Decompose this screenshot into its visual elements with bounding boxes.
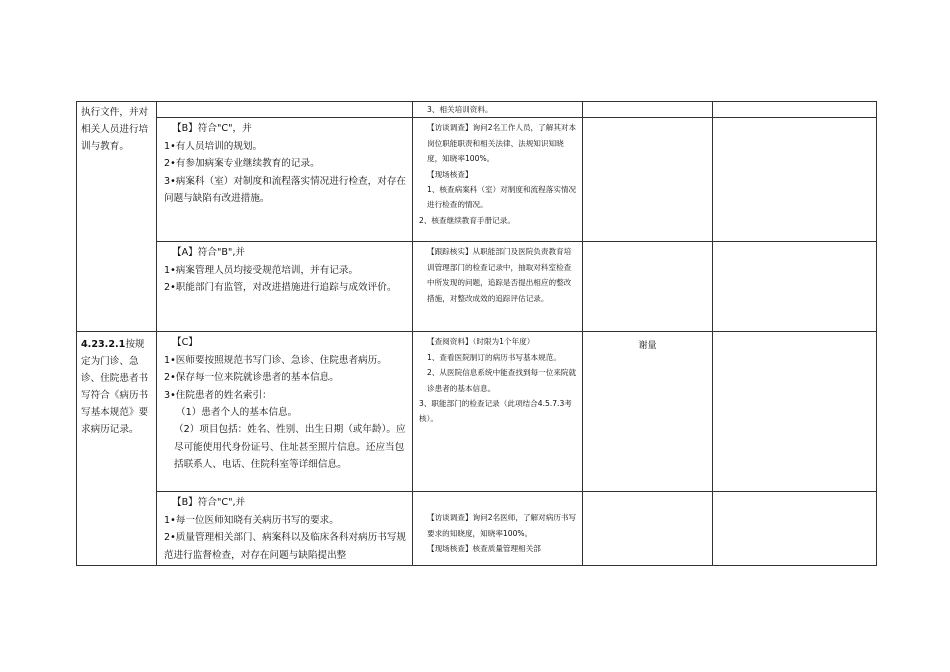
method-line: 1、核查病案科（室）对制度和流程落实情况进行检查的情况。	[427, 185, 577, 210]
standard-grade: 【A】符合"B",并	[172, 247, 245, 259]
method-cell	[413, 242, 583, 332]
standard-grade: 【C】	[172, 337, 198, 349]
method-line: 【访谈调查】询问2名医师，了解对病历书写要求的知晓度，知晓率100%。	[427, 513, 577, 538]
score-cell	[713, 242, 877, 332]
method-line: 【查阅资料】（时限为1个年度）	[427, 337, 535, 347]
method-cell	[413, 492, 583, 566]
standard-line: 1•病案管理人员均接受规范培训，并有记录。	[164, 264, 359, 276]
standard-line: （1）患者个人的基本信息。	[176, 407, 298, 419]
standard-line: 2•职能部门有监管，对改进措施进行追踪与成效评价。	[164, 282, 397, 294]
table-row	[77, 492, 877, 566]
score-cell	[713, 118, 877, 242]
dept-cell	[583, 118, 713, 242]
standard-line: 1•有人员培训的规划。	[164, 140, 263, 152]
table-row	[77, 242, 877, 332]
standard-line: 1•每一位医师知晓有关病历书写的要求。	[164, 514, 339, 526]
method-line: 2、从医院信息系统中能查找到每一位来院就诊患者的基本信息。	[427, 368, 577, 393]
standard-line: 2•保存每一位来院就诊患者的基本信息。	[164, 372, 339, 384]
assessment-table-sheet	[76, 101, 876, 566]
dept-cell	[583, 102, 713, 118]
method-line: 2、核查继续教育手册记录。	[419, 215, 515, 225]
score-cell	[713, 102, 877, 118]
table-row	[77, 118, 877, 242]
standard-cell	[157, 332, 413, 492]
method-line: 【现场核查】	[427, 169, 473, 179]
dept-name: 谢量	[638, 341, 657, 352]
dept-cell	[583, 332, 713, 492]
score-cell	[713, 332, 877, 492]
standard-line: 3•住院患者的姓名索引：	[164, 389, 272, 401]
item-cell	[77, 102, 157, 332]
method-line: 【现场核查】核查质量管理相关部	[427, 544, 541, 554]
score-cell	[713, 492, 877, 566]
method-cell	[413, 332, 583, 492]
method-line: 3、相关培训资料。	[427, 105, 493, 114]
standard-cell	[157, 242, 413, 332]
standard-line: 3•病案科（室）对制度和流程落实情况进行检查，对存在问题与缺陷有改进措施。	[164, 175, 407, 205]
standard-cell	[157, 492, 413, 566]
method-cell	[413, 118, 583, 242]
method-line: 【访谈调查】询问2名工作人员，了解其对本岗位职能职责和相关法律、法规知识知晓度，知晓率100%。	[427, 123, 577, 164]
method-cell	[413, 102, 583, 118]
standard-line: 2•质量管理相关部门、病案科以及临床各科对病历书写规范进行监督检查，对存在问题与缺陷提出整	[164, 532, 407, 561]
standard-grade: 【B】符合"C",并	[172, 497, 246, 509]
standard-grade: 【B】符合"C"，并	[172, 123, 252, 135]
dept-cell	[583, 492, 713, 566]
item-text: 按规定为门诊、急诊、住院患者书写符合《病历书写基本规范》要求病历记录。	[81, 339, 149, 436]
method-line: 【跟踪核实】从职能部门及医院负责教育培训管理部门的检查记录中，抽取对科室检查中所发现的问题，追踪是否提出相应的整改措施，对整改成效的追踪评估记录。	[427, 247, 572, 303]
table-row	[77, 102, 877, 118]
standard-line: 2•有参加病案专业继续教育的记录。	[164, 158, 320, 170]
standard-cell	[157, 102, 413, 118]
item-cell	[77, 332, 157, 566]
item-text: 执行文件，并对相关人员进行培训与教育。	[81, 107, 149, 152]
assessment-table	[76, 101, 877, 566]
standard-cell	[157, 118, 413, 242]
method-line: 1、查看医院制订的病历书写基本规范。	[427, 352, 561, 362]
method-line: 3、职能部门的检查记录（此项结合4.5.7.3考核）。	[419, 399, 572, 424]
table-row	[77, 332, 877, 492]
standard-line: （2）项目包括：姓名、性别、出生日期（或年龄）。应尽可能使用代身份证号、住址甚至照片信息。还应当包括联系人、电话、住院科室等详细信息。	[174, 424, 406, 471]
item-code: 4.23.2.1	[81, 339, 126, 351]
dept-cell	[583, 242, 713, 332]
standard-line: 1•医师要按照规范书写门诊、急诊、住院患者病历。	[164, 354, 387, 366]
